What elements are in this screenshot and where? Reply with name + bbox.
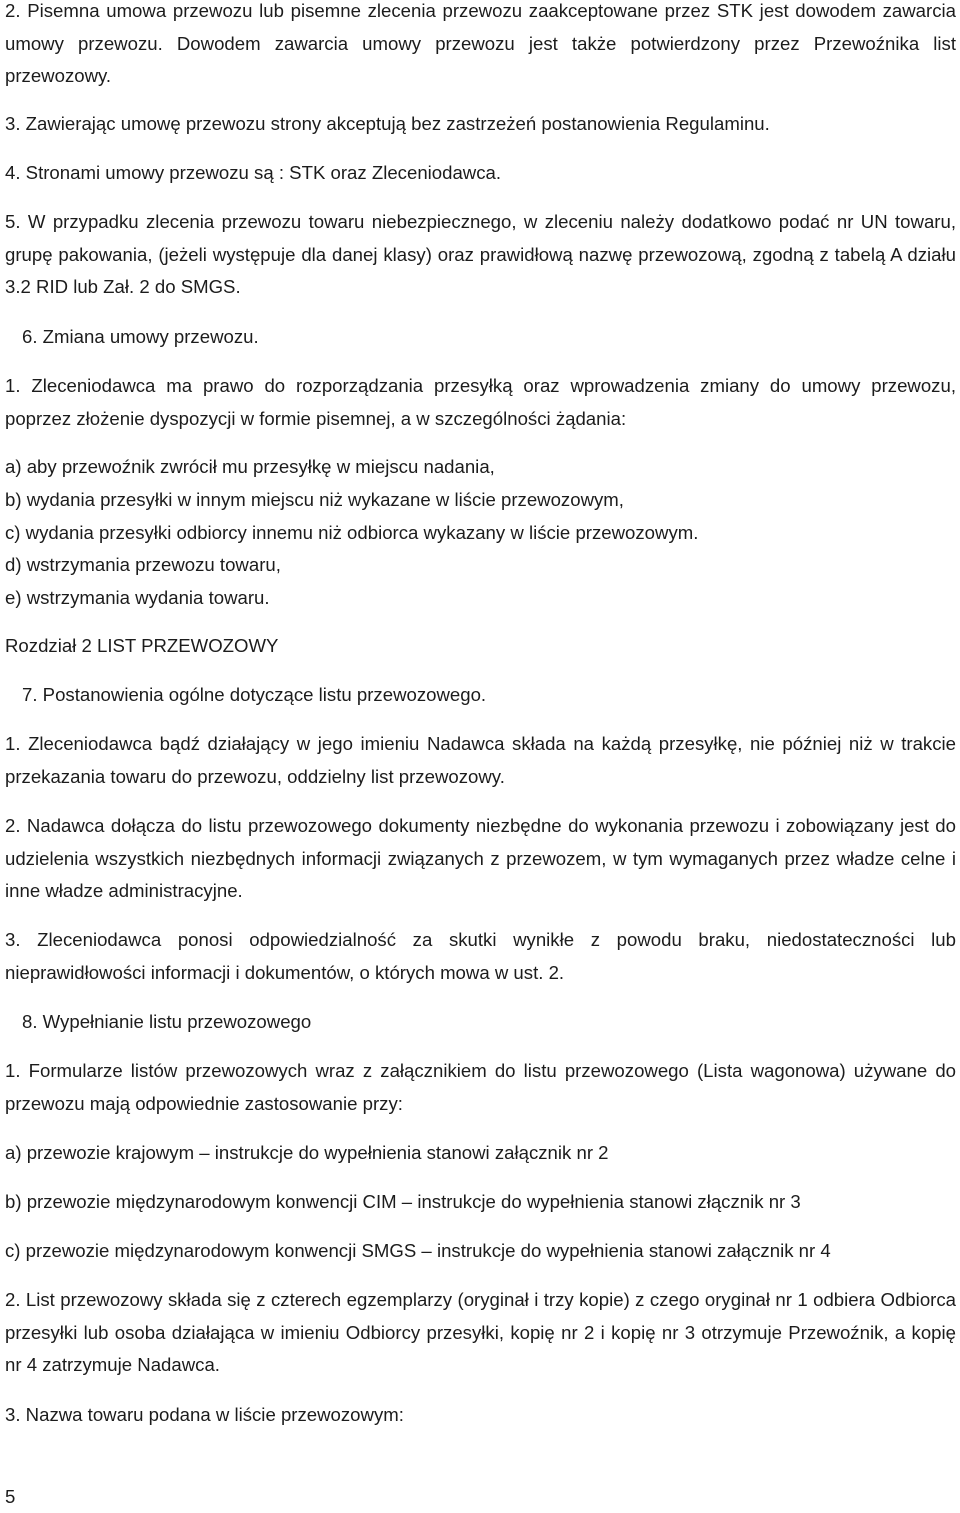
list-item-cim: b) przewozie międzynarodowym konwencji CIM – instrukcje do wypełnienia stanowi złącznik nr 3 (5, 1191, 801, 1212)
paragraph-change-rights: 1. Zleceniodawca ma prawo do rozporządzania przesyłką oraz wprowadzenia zmiany do umowy przewozu, poprzez złożenie dyspozycji w formie pisemnej, a w szczególności żądania: (5, 375, 956, 429)
list-item-b: b) wydania przesyłki w innym miejscu niż wykazane w liście przewozowym, (5, 489, 624, 510)
section-heading-contract-change: 6. Zmiana umowy przewozu. (22, 326, 259, 347)
page-number: 5 (5, 1486, 16, 1507)
list-item-c: c) wydania przesyłki odbiorcy innemu niż odbiorca wykazany w liście przewozowym. (5, 522, 699, 543)
list-item-smgs: c) przewozie międzynarodowym konwencji SMGS – instrukcje do wypełnienia stanowi załącznik nr 4 (5, 1240, 831, 1261)
paragraph-dangerous-goods: 5. W przypadku zlecenia przewozu towaru niebezpiecznego, w zleceniu należy dodatkowo podać nr UN towaru, grupę pakowania, (jeżeli występuje dla danej klasy) oraz prawidłową nazwę przewozową, zgodną z tabelą A działu 3.2 RID lub Zał. 2 do SMGS. (5, 211, 956, 297)
paragraph-waybill-copies: 2. List przewozowy składa się z czterech egzemplarzy (oryginał i trzy kopie) z czego oryginał nr 1 odbiera Odbiorca przesyłki lub osoba działająca w imieniu Odbiorcy przesyłki, kopię nr 2 i kopię nr 3 otrzymuje Przewoźnik, a kopię nr 4 zatrzymuje Nadawca. (5, 1289, 956, 1375)
paragraph-goods-name: 3. Nazwa towaru podana w liście przewozowym: (5, 1404, 404, 1425)
list-item-e: e) wstrzymania wydania towaru. (5, 587, 270, 608)
paragraph-regulation-acceptance: 3. Zawierając umowę przewozu strony akceptują bez zastrzeżeń postanowienia Regulaminu. (5, 113, 770, 134)
paragraph-responsibility: 3. Zleceniodawca ponosi odpowiedzialność za skutki wynikłe z powodu braku, niedostateczności lub nieprawidłowości informacji i dokumentów, o których mowa w ust. 2. (5, 929, 956, 983)
list-item-domestic: a) przewozie krajowym – instrukcje do wypełnienia stanowi załącznik nr 2 (5, 1142, 609, 1163)
list-item-a: a) aby przewoźnik zwrócił mu przesyłkę w miejscu nadania, (5, 456, 495, 477)
list-item-d: d) wstrzymania przewozu towaru, (5, 554, 281, 575)
section-heading-general-provisions: 7. Postanowienia ogólne dotyczące listu przewozowego. (22, 684, 487, 705)
section-heading-filling-waybill: 8. Wypełnianie listu przewozowego (22, 1011, 312, 1032)
paragraph-contract-proof: 2. Pisemna umowa przewozu lub pisemne zlecenia przewozu zaakceptowane przez STK jest dowodem zawarcia umowy przewozu. Dowodem zawarcia umowy przewozu jest także potwierdzony przez Przewoźnika list przewozowy. (5, 0, 956, 86)
paragraph-required-documents: 2. Nadawca dołącza do listu przewozowego dokumenty niezbędne do wykonania przewozu i zobowiązany jest do udzielenia wszystkich niezbędnych informacji związanych z przewozem, w tym wymaganych przez władze celne i inne władze administracyjne. (5, 815, 956, 901)
chapter-heading: Rozdział 2 LIST PRZEWOZOWY (5, 635, 279, 656)
paragraph-separate-waybill: 1. Zleceniodawca bądź działający w jego imieniu Nadawca składa na każdą przesyłkę, nie później niż w trakcie przekazania towaru do przewozu, oddzielny list przewozowy. (5, 733, 956, 787)
paragraph-waybill-forms: 1. Formularze listów przewozowych wraz z załącznikiem do listu przewozowego (Lista wagonowa) używane do przewozu mają odpowiednie zastosowanie przy: (5, 1060, 956, 1114)
paragraph-contract-parties: 4. Stronami umowy przewozu są : STK oraz Zleceniodawca. (5, 162, 502, 183)
